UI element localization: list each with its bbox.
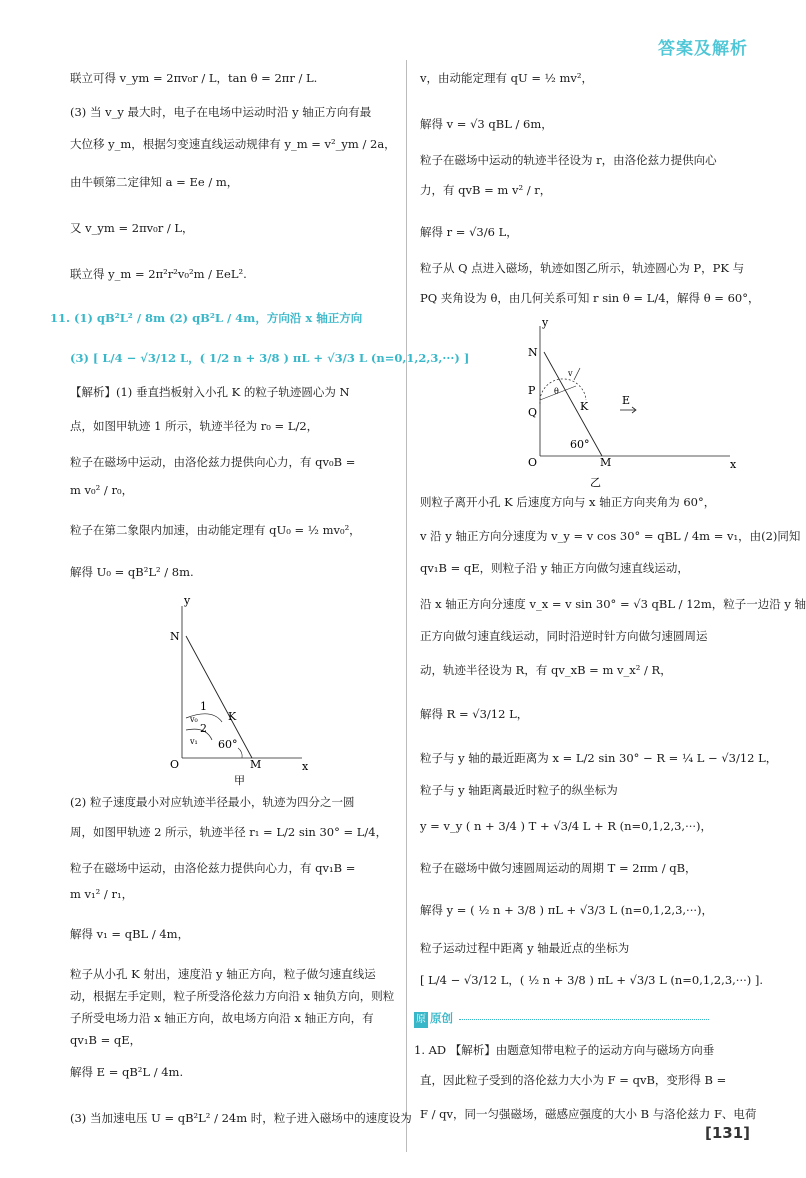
- label-p: P: [528, 384, 536, 397]
- text-line: PQ 夹角设为 θ，由几何关系可知 r sin θ = L/4，解得 θ = 60°，: [420, 291, 760, 305]
- label-m: M: [250, 758, 262, 771]
- text-line: 解得 v = √3 qBL / 6m，: [420, 117, 553, 131]
- text-line: m v₀² / r₀，: [70, 483, 134, 497]
- text-line: 又 v_ym = 2πv₀r / L，: [70, 221, 194, 235]
- text-line: 力，有 qvB = m v² / r，: [420, 183, 552, 197]
- figure-caption: 乙: [590, 476, 601, 489]
- text-line: 粒子在磁场中运动，由洛伦兹力提供向心力，有 qv₁B =: [70, 861, 356, 875]
- text-line: 粒子运动过程中距离 y 轴最近点的坐标为: [420, 941, 630, 955]
- figure-jia: [170, 594, 312, 787]
- label-x: x: [730, 458, 737, 471]
- text-line: 解得 r = √3/6 L，: [420, 225, 518, 239]
- text-line: 解得 E = qB²L / 4m.: [70, 1065, 184, 1079]
- text-line: 直，因此粒子受到的洛伦兹力大小为 F = qvB，变形得 B =: [420, 1073, 727, 1087]
- text-line: 解得 R = √3/12 L，: [420, 707, 529, 721]
- label-o: O: [170, 758, 180, 771]
- label-v1: v₁: [190, 737, 198, 746]
- text-line: 解得 U₀ = qB²L² / 8m.: [70, 565, 194, 579]
- text-line: 联立可得 v_ym = 2πv₀r / L，tan θ = 2πr / L.: [70, 71, 318, 85]
- text-line: (3) 当 v_y 最大时，电子在电场中运动时沿 y 轴正方向有最: [70, 105, 372, 119]
- label-y: y: [542, 316, 549, 329]
- text-line: 1. AD 【解析】由题意知带电粒子的运动方向与磁场方向垂: [414, 1043, 715, 1057]
- label-e: E: [622, 394, 631, 407]
- text-line: 粒子与 y 轴距离最近时粒子的纵坐标为: [420, 783, 618, 797]
- figure-yi: [528, 316, 740, 490]
- label-m: M: [600, 456, 612, 469]
- label-angle: 60°: [218, 738, 238, 751]
- text-line: v，由动能定理有 qU = ½ mv²，: [420, 71, 593, 85]
- label-v: v: [568, 369, 573, 378]
- text-line: 粒子在磁场中做匀速圆周运动的周期 T = 2πm / qB，: [420, 861, 697, 875]
- label-theta: θ: [554, 387, 559, 396]
- header-title: 答案及解析: [658, 39, 748, 59]
- text-line: 周，如图甲轨迹 2 所示，轨迹半径 r₁ = L/2 sin 30° = L/4，: [70, 825, 388, 839]
- text-line: 粒子与 y 轴的最近距离为 x = L/2 sin 30° − R = ¼ L − √3/12 L，: [420, 751, 778, 765]
- text-line: 正方向做匀速直线运动，同时沿逆时针方向做匀速圆周运: [420, 629, 708, 643]
- text-line: 联立得 y_m = 2π²r²v₀²m / EeL².: [70, 267, 247, 281]
- text-line: v 沿 y 轴正方向分速度为 v_y = v cos 30° = qBL / 4m = v₁，由(2)同知: [420, 529, 801, 543]
- text-line: 粒子从小孔 K 射出，速度沿 y 轴正方向，粒子做匀速直线运: [70, 967, 376, 981]
- text-line: qv₁B = qE，则粒子沿 y 轴正方向做匀速直线运动，: [420, 561, 689, 575]
- text-line: 则粒子离开小孔 K 后速度方向与 x 轴正方向夹角为 60°，: [420, 495, 716, 509]
- page-number: [131]: [704, 1124, 750, 1142]
- label-trajectory-2: 2: [200, 722, 207, 735]
- text-line: 动，轨迹半径设为 R，有 qv_xB = m v_x² / R，: [420, 663, 672, 677]
- text-line: 动，根据左手定则，粒子所受洛伦兹力方向沿 x 轴负方向，则粒: [70, 989, 395, 1003]
- text-line: 点，如图甲轨迹 1 所示，轨迹半径为 r₀ = L/2，: [70, 419, 319, 433]
- label-y: y: [184, 594, 191, 607]
- text-line: 解得 v₁ = qBL / 4m，: [70, 927, 190, 941]
- text-line: F / qv，同一匀强磁场，磁感应强度的大小 B 与洛伦兹力 F、电荷: [420, 1107, 757, 1121]
- label-q: Q: [528, 406, 538, 419]
- label-x: x: [302, 760, 309, 773]
- text-line: 【解析】(1) 垂直挡板射入小孔 K 的粒子轨迹圆心为 N: [70, 385, 350, 399]
- original-section-header: [414, 1010, 709, 1028]
- label-o: O: [528, 456, 538, 469]
- text-line: 大位移 y_m，根据匀变速直线运动规律有 y_m = v²_ym / 2a，: [70, 137, 396, 151]
- label-k: K: [228, 710, 237, 723]
- text-line: 由牛顿第二定律知 a = Ee / m，: [70, 175, 239, 189]
- text-line: 粒子在第二象限内加速，由动能定理有 qU₀ = ½ mv₀²，: [70, 523, 361, 537]
- label-v0: v₀: [190, 715, 198, 724]
- label-trajectory-1: 1: [200, 700, 207, 713]
- answer-11-line2: (3) [ L/4 − √3/12 L，( 1/2 n + 3/8 ) πL + √3/3 L (n=0,1,2,3,···) ]: [70, 351, 470, 365]
- text-line: m v₁² / r₁，: [70, 887, 134, 901]
- text-line: (3) 当加速电压 U = qB²L² / 24m 时，粒子进入磁场中的速度设为: [70, 1111, 412, 1125]
- figure-caption: 甲: [234, 774, 245, 787]
- text-line: 粒子在磁场中运动，由洛伦兹力提供向心力，有 qv₀B =: [70, 455, 356, 469]
- angle-arc: [238, 748, 242, 758]
- text-line: (2) 粒子速度最小对应轨迹半径最小，轨迹为四分之一圆: [70, 795, 355, 809]
- text-line: y = v_y ( n + 3/4 ) T + √3/4 L + R (n=0,1,2,3,···)，: [420, 819, 713, 833]
- column-divider: [406, 60, 407, 1152]
- answer-11-line1: 11. (1) qB²L² / 8m (2) qB²L / 4m，方向沿 x 轴正方向: [50, 311, 363, 325]
- velocity-arrow: [574, 368, 580, 380]
- original-title: 原创: [430, 1011, 453, 1025]
- dotted-rule: [459, 1019, 709, 1020]
- text-line: 粒子从 Q 点进入磁场，轨迹如图乙所示，轨迹圆心为 P，PK 与: [420, 261, 745, 275]
- label-n: N: [528, 346, 538, 359]
- text-line: qv₁B = qE，: [70, 1033, 142, 1047]
- label-n: N: [170, 630, 180, 643]
- text-line: 解得 y = ( ½ n + 3/8 ) πL + √3/3 L (n=0,1,2,3,···)，: [420, 903, 713, 917]
- text-line: 沿 x 轴正方向分速度 v_x = v sin 30° = √3 qBL / 12m，粒子一边沿 y 轴: [420, 597, 806, 611]
- label-angle: 60°: [570, 438, 590, 451]
- original-badge: 原: [414, 1012, 428, 1028]
- label-k: K: [580, 400, 589, 413]
- text-line: 子所受电场力沿 x 轴正方向，故电场方向沿 x 轴正方向，有: [70, 1011, 374, 1025]
- text-line: 粒子在磁场中运动的轨迹半径设为 r，由洛伦兹力提供向心: [420, 153, 717, 167]
- text-line: [ L/4 − √3/12 L，( ½ n + 3/8 ) πL + √3/3 L (n=0,1,2,3,···) ].: [420, 973, 764, 987]
